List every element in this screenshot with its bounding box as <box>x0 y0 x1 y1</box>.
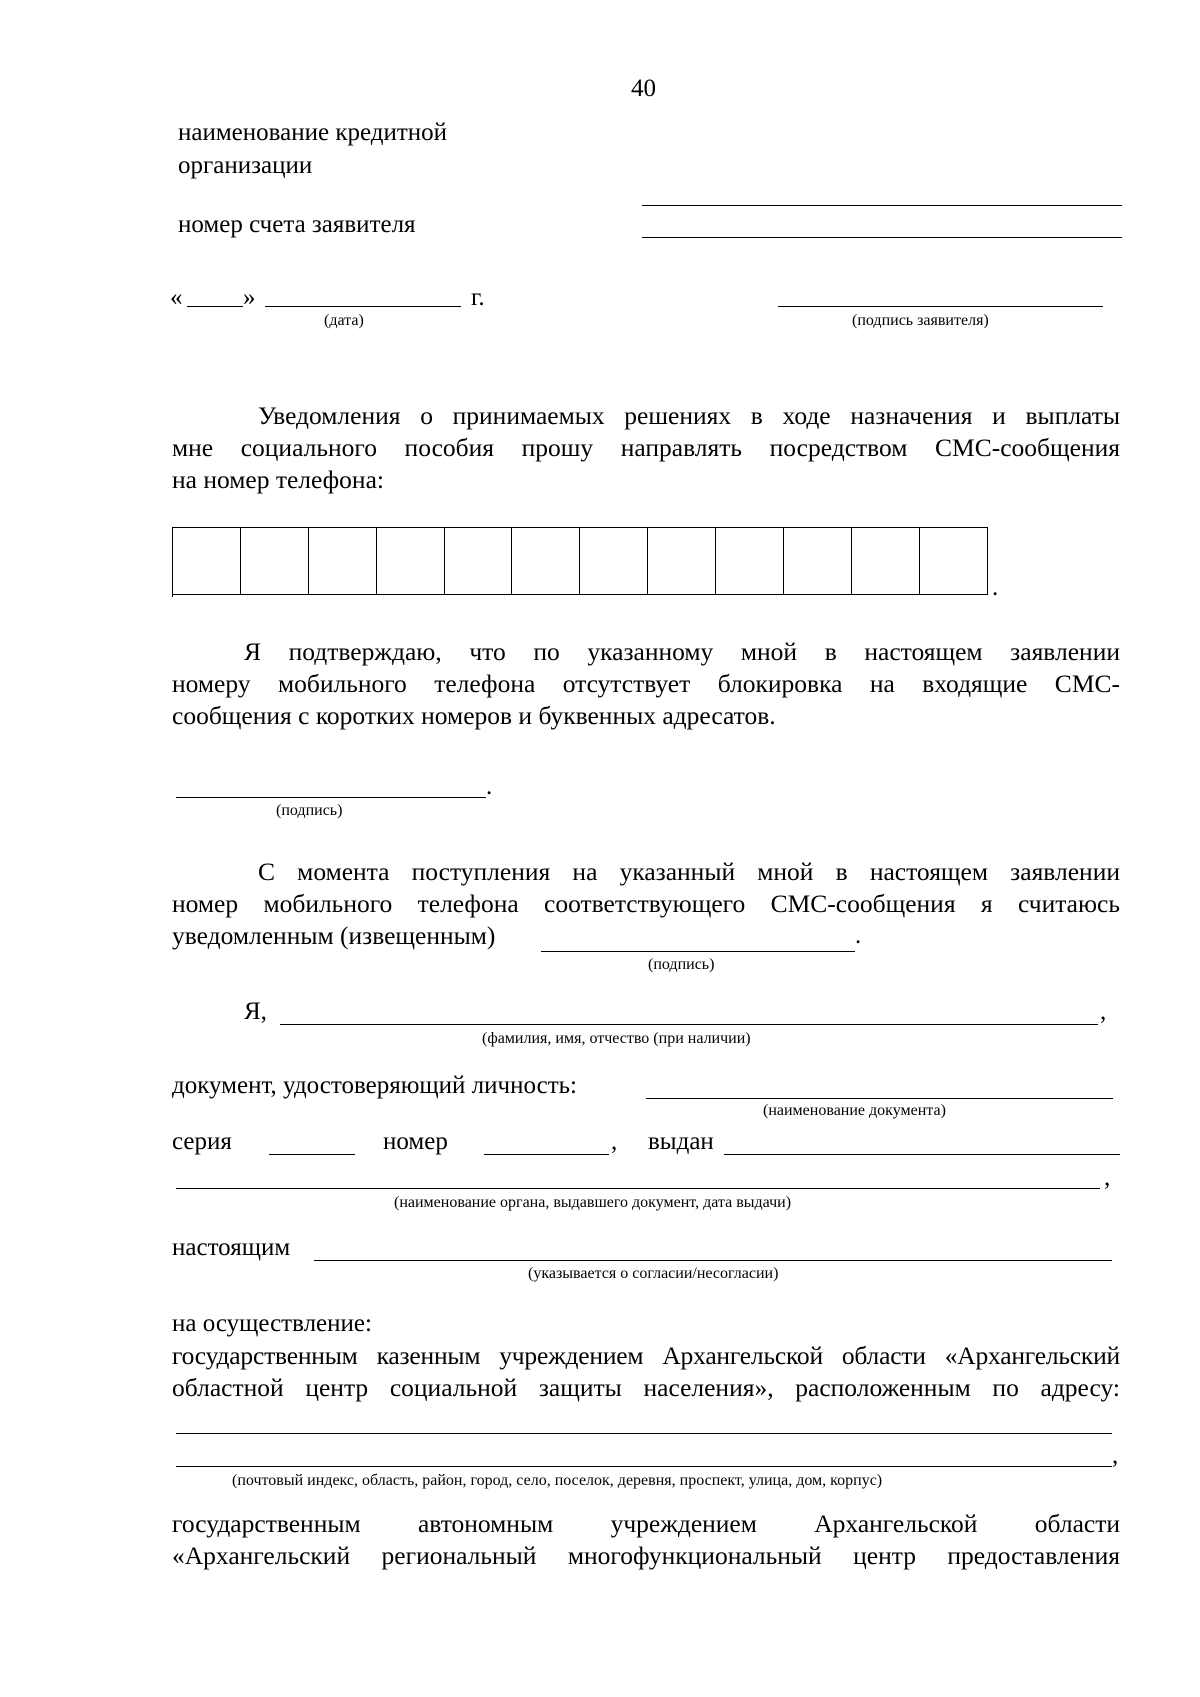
issuer-comma: , <box>1104 1164 1111 1191</box>
date-close-quote: » <box>243 284 256 311</box>
notified-signature-field[interactable] <box>541 951 855 952</box>
bank-name-label-line1: наименование кредитной <box>178 119 448 146</box>
full-name-field[interactable] <box>280 1024 1098 1025</box>
consent-field[interactable] <box>314 1260 1112 1261</box>
issuer-field[interactable] <box>176 1188 1100 1189</box>
date-day-field[interactable] <box>187 306 243 307</box>
date-open-quote: « <box>170 284 183 311</box>
consent-i-label: Я, <box>244 998 267 1025</box>
phone-digit-box[interactable] <box>852 527 920 595</box>
phone-digit-box[interactable] <box>241 527 309 595</box>
account-number-field[interactable] <box>642 237 1122 238</box>
phone-digit-box[interactable] <box>173 527 241 595</box>
address-caption: (почтовый индекс, область, район, город, село, поселок, деревня, проспект, улица, дом, корпус) <box>232 1472 883 1489</box>
id-document-label: документ, удостоверяющий личность: <box>172 1072 577 1099</box>
institution-paragraph-line2: областной центр социальной защиты населения», расположенным по адресу: <box>172 1373 1120 1402</box>
applicant-signature-field[interactable] <box>778 306 1103 307</box>
date-year-suffix: г. <box>471 284 485 311</box>
phone-digit-box[interactable] <box>512 527 580 595</box>
phone-digit-box[interactable] <box>580 527 648 595</box>
document-name-caption: (наименование документа) <box>763 1102 946 1119</box>
phone-digit-box[interactable] <box>784 527 852 595</box>
for-performing-label: на осуществление: <box>172 1310 372 1337</box>
applicant-signature-caption: (подпись заявителя) <box>852 312 989 329</box>
signature-caption: (подпись) <box>276 802 343 819</box>
account-label: номер счета заявителя <box>178 211 416 238</box>
sms-paragraph-line3: на номер телефона: <box>172 465 384 494</box>
confirm-signature-field[interactable] <box>176 797 486 798</box>
institution-paragraph-line1: государственным казенным учреждением Архангельской области «Архангельский <box>172 1341 1120 1370</box>
confirm-paragraph-line1: Я подтверждаю, что по указанному мной в настоящем заявлении <box>244 637 1120 666</box>
signature-period: . <box>486 773 493 800</box>
notified-paragraph-line1: С момента поступления на указанный мной в настоящем заявлении <box>258 857 1120 886</box>
bank-name-label-line2: организации <box>178 152 313 179</box>
notified-paragraph-line2: номер мобильного телефона соответствующего СМС-сообщения я считаюсь <box>172 889 1120 918</box>
notified-period: . <box>855 922 862 949</box>
notified-paragraph-line3: уведомленным (извещенным) <box>172 921 496 950</box>
bank-name-field[interactable] <box>642 205 1122 206</box>
phone-digit-box[interactable] <box>920 527 988 595</box>
notified-signature-caption: (подпись) <box>648 956 715 973</box>
issuer-caption: (наименование органа, выдавшего документ, дата выдачи) <box>394 1194 792 1211</box>
number-comma: , <box>611 1128 618 1155</box>
mfc-paragraph-line1: государственным автономным учреждением Архангельской области <box>172 1509 1120 1538</box>
sms-paragraph-line2: мне социального пособия прошу направлять посредством СМС-сообщения <box>172 433 1120 462</box>
date-month-field[interactable] <box>265 306 461 307</box>
phone-digit-box[interactable] <box>377 527 445 595</box>
phone-digit-box[interactable] <box>716 527 784 595</box>
phone-number-boxes <box>172 527 988 597</box>
confirm-paragraph-line2: номеру мобильного телефона отсутствует блокировка на входящие СМС- <box>172 669 1120 698</box>
hereby-label: настоящим <box>172 1234 291 1261</box>
series-label: серия <box>172 1128 232 1155</box>
consent-comma: , <box>1100 998 1107 1025</box>
phone-digit-box[interactable] <box>445 527 513 595</box>
mfc-paragraph-line2: «Архангельский региональный многофункциональный центр предоставления <box>172 1541 1120 1570</box>
issued-label: выдан <box>648 1128 714 1155</box>
date-caption: (дата) <box>324 312 364 329</box>
phone-period: . <box>992 574 999 601</box>
confirm-paragraph-line3: сообщения с коротких номеров и буквенных адресатов. <box>172 701 776 730</box>
address-field-line1[interactable] <box>176 1433 1112 1434</box>
document-number-field[interactable] <box>484 1154 609 1155</box>
number-label: номер <box>383 1128 448 1155</box>
series-field[interactable] <box>269 1154 355 1155</box>
issued-field[interactable] <box>724 1154 1120 1155</box>
phone-digit-box[interactable] <box>648 527 716 595</box>
address-comma: , <box>1112 1442 1119 1469</box>
address-field-line2[interactable] <box>176 1466 1112 1467</box>
sms-paragraph-line1: Уведомления о принимаемых решениях в ходе назначения и выплаты <box>258 401 1120 430</box>
consent-caption: (указывается о согласии/несогласии) <box>528 1265 779 1282</box>
document-name-field[interactable] <box>646 1098 1113 1099</box>
phone-digit-box[interactable] <box>309 527 377 595</box>
page-number: 40 <box>631 75 656 102</box>
full-name-caption: (фамилия, имя, отчество (при наличии) <box>482 1030 751 1047</box>
